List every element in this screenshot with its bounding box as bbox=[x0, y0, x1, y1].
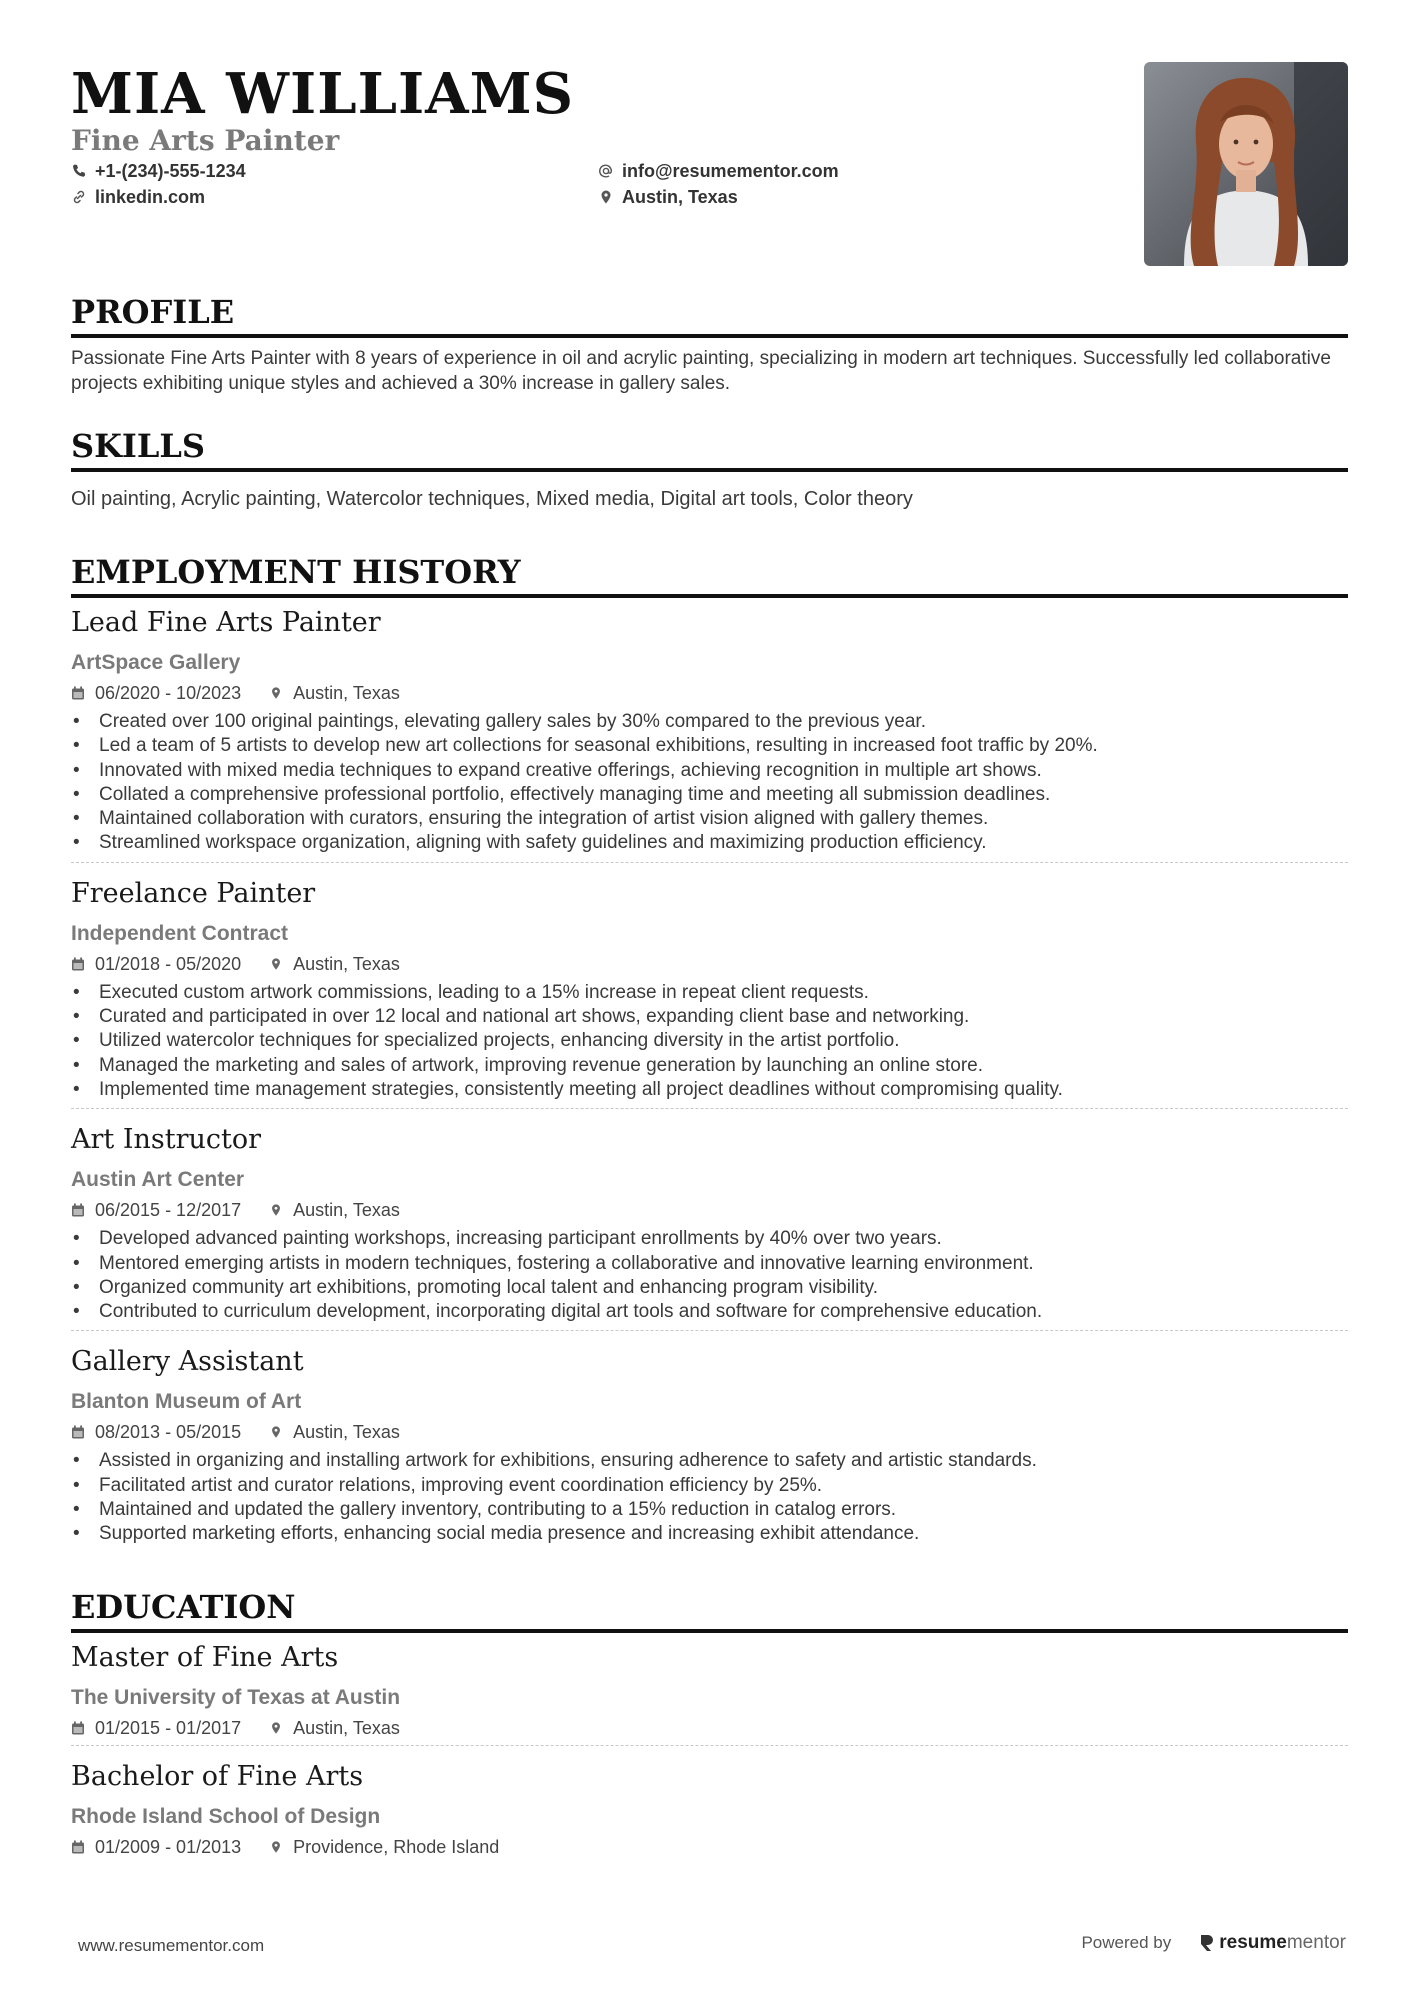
list-item: • Curated and participated in over 12 local and national art shows, expanding client base and networking. bbox=[71, 1005, 1348, 1029]
contact-email[interactable] bbox=[598, 160, 839, 182]
list-item: • Supported marketing efforts, enhancing social media presence and increasing exhibit attendance. bbox=[71, 1522, 1348, 1546]
job-title: Freelance Painter bbox=[71, 877, 316, 909]
job-bullets bbox=[71, 981, 1348, 1102]
entry-divider bbox=[71, 1108, 1348, 1109]
profile-section bbox=[71, 292, 1348, 396]
footer-website[interactable]: www.resumementor.com bbox=[78, 1936, 265, 1955]
list-item: • Collated a comprehensive professional portfolio, effectively managing time and meeting all submission deadlines. bbox=[71, 783, 1348, 807]
at-icon bbox=[598, 163, 614, 179]
education-heading: EDUCATION bbox=[71, 1587, 1348, 1633]
degree-title: Master of Fine Arts bbox=[71, 1641, 339, 1673]
list-item: • Maintained and updated the gallery inventory, contributing to a 15% reduction in catalog errors. bbox=[71, 1498, 1348, 1522]
degree-title: Bachelor of Fine Arts bbox=[71, 1760, 364, 1792]
job-meta bbox=[71, 1421, 1348, 1443]
entry-divider bbox=[71, 1330, 1348, 1331]
skills-section bbox=[71, 426, 1348, 512]
job-entry bbox=[71, 1345, 1348, 1552]
calendar-icon bbox=[71, 686, 85, 700]
map-pin-icon bbox=[269, 1840, 283, 1854]
resume-page bbox=[71, 0, 1348, 1864]
education-dates: 01/2015 - 01/2017 bbox=[95, 1717, 242, 1738]
job-entry bbox=[71, 877, 1348, 1115]
job-location: Austin, Texas bbox=[293, 1422, 400, 1443]
list-item: • Managed the marketing and sales of artwork, improving revenue generation by launching an online store. bbox=[71, 1054, 1348, 1078]
contact-location bbox=[598, 186, 738, 208]
education-dates: 01/2009 - 01/2013 bbox=[95, 1836, 242, 1857]
list-item: • Streamlined workspace organization, aligning with safety guidelines and maximizing production efficiency. bbox=[71, 831, 1348, 855]
skills-heading: SKILLS bbox=[71, 426, 1348, 472]
job-dates: 06/2015 - 12/2017 bbox=[95, 1200, 242, 1221]
job-meta bbox=[71, 682, 1348, 704]
phone-icon bbox=[71, 163, 87, 179]
brand-name-light: mentor bbox=[1286, 1932, 1346, 1953]
map-pin-icon bbox=[269, 686, 283, 700]
powered-by-label: Powered by bbox=[1081, 1933, 1172, 1952]
education-meta bbox=[71, 1717, 1348, 1739]
phone-text: +1-(234)-555-1234 bbox=[95, 161, 246, 181]
candidate-name: MIA WILLIAMS bbox=[71, 61, 575, 127]
profile-text: Passionate Fine Arts Painter with 8 years of experience in oil and acrylic painting, specializing in modern art techniques. Successfully led collaborative projects exhibiting unique styles and achieved a 30% increase in gallery sales. bbox=[71, 348, 1331, 394]
brand-logo[interactable] bbox=[1199, 1932, 1346, 1954]
list-item: • Contributed to curriculum development, incorporating digital art tools and software for comprehensive education. bbox=[71, 1300, 1348, 1324]
calendar-icon bbox=[71, 957, 85, 971]
school-name: Rhode Island School of Design bbox=[71, 1804, 381, 1828]
education-location: Austin, Texas bbox=[293, 1717, 400, 1738]
job-entry bbox=[71, 1123, 1348, 1337]
education-section bbox=[71, 1587, 1348, 1864]
job-employer: Independent Contract bbox=[71, 921, 289, 945]
profile-photo bbox=[1144, 62, 1348, 266]
footer-branding bbox=[1081, 1932, 1346, 1954]
job-location: Austin, Texas bbox=[293, 683, 400, 703]
resume-header bbox=[71, 0, 1348, 270]
employment-heading: EMPLOYMENT HISTORY bbox=[71, 552, 1348, 598]
email-text[interactable]: info@resumementor.com bbox=[622, 161, 839, 181]
entry-divider bbox=[71, 1745, 1348, 1746]
education-meta bbox=[71, 1836, 1348, 1858]
calendar-icon bbox=[71, 1840, 85, 1854]
contact-phone bbox=[71, 160, 246, 182]
job-dates: 08/2013 - 05/2015 bbox=[95, 1422, 242, 1443]
employment-section bbox=[71, 552, 1348, 1553]
list-item: • Organized community art exhibitions, promoting local talent and enhancing program visibility. bbox=[71, 1276, 1348, 1300]
job-employer: ArtSpace Gallery bbox=[71, 651, 241, 674]
job-bullets bbox=[71, 1449, 1348, 1546]
map-pin-icon bbox=[269, 1203, 283, 1217]
list-item: • Facilitated artist and curator relations, improving event coordination efficiency by 25%. bbox=[71, 1474, 1348, 1498]
list-item: • Executed custom artwork commissions, leading to a 15% increase in repeat client requests. bbox=[71, 981, 1348, 1005]
job-dates: 01/2018 - 05/2020 bbox=[95, 953, 242, 974]
candidate-role: Fine Arts Painter bbox=[71, 124, 340, 157]
school-name: The University of Texas at Austin bbox=[71, 1685, 401, 1709]
job-entry bbox=[71, 606, 1348, 869]
location-text: Austin, Texas bbox=[622, 187, 738, 207]
page-footer bbox=[78, 1930, 1346, 1960]
job-title: Art Instructor bbox=[71, 1124, 262, 1156]
map-pin-icon bbox=[269, 1721, 283, 1735]
job-location: Austin, Texas bbox=[293, 1200, 400, 1221]
list-item: • Led a team of 5 artists to develop new art collections for seasonal exhibitions, resulting in increased foot traffic by 20%. bbox=[71, 734, 1348, 758]
map-pin-icon bbox=[598, 189, 614, 205]
linkedin-text[interactable]: linkedin.com bbox=[95, 187, 206, 207]
profile-heading: PROFILE bbox=[71, 292, 1348, 338]
education-location: Providence, Rhode Island bbox=[293, 1836, 500, 1857]
skills-text: Oil painting, Acrylic painting, Watercolor techniques, Mixed media, Digital art tools, Color theory bbox=[71, 488, 913, 510]
job-employer: Blanton Museum of Art bbox=[71, 1390, 302, 1414]
job-meta bbox=[71, 953, 1348, 975]
entry-divider bbox=[71, 862, 1348, 863]
job-dates: 06/2020 - 10/2023 bbox=[95, 683, 242, 703]
list-item: • Implemented time management strategies, consistently meeting all project deadlines without compromising quality. bbox=[71, 1078, 1348, 1102]
calendar-icon bbox=[71, 1721, 85, 1735]
list-item: • Assisted in organizing and installing artwork for exhibitions, ensuring adherence to safety and artistic standards. bbox=[71, 1449, 1348, 1473]
link-icon bbox=[71, 189, 87, 205]
job-employer: Austin Art Center bbox=[71, 1168, 245, 1192]
job-location: Austin, Texas bbox=[293, 953, 400, 974]
portrait-image bbox=[1144, 62, 1348, 266]
calendar-icon bbox=[71, 1425, 85, 1439]
job-meta bbox=[71, 1199, 1348, 1221]
job-bullets bbox=[71, 710, 1348, 856]
contact-linkedin[interactable] bbox=[71, 186, 205, 208]
job-title: Lead Fine Arts Painter bbox=[71, 607, 381, 638]
list-item: • Utilized watercolor techniques for specialized projects, enhancing diversity in the artist portfolio. bbox=[71, 1029, 1348, 1053]
job-title: Gallery Assistant bbox=[71, 1346, 304, 1378]
list-item: • Innovated with mixed media techniques to expand creative offerings, achieving recognition in multiple art shows. bbox=[71, 759, 1348, 783]
map-pin-icon bbox=[269, 957, 283, 971]
list-item: • Maintained collaboration with curators, ensuring the integration of artist vision aligned with gallery themes. bbox=[71, 807, 1348, 831]
job-bullets bbox=[71, 1227, 1348, 1324]
education-entry bbox=[71, 1641, 1348, 1752]
education-entry bbox=[71, 1760, 1348, 1864]
brand-mark-icon bbox=[1199, 1933, 1215, 1953]
list-item: • Created over 100 original paintings, elevating gallery sales by 30% compared to the previous year. bbox=[71, 710, 1348, 734]
list-item: • Mentored emerging artists in modern techniques, fostering a collaborative and innovative learning environment. bbox=[71, 1252, 1348, 1276]
brand-name-bold: resume bbox=[1219, 1932, 1287, 1953]
calendar-icon bbox=[71, 1203, 85, 1217]
map-pin-icon bbox=[269, 1425, 283, 1439]
list-item: • Developed advanced painting workshops, increasing participant enrollments by 40% over two years. bbox=[71, 1227, 1348, 1251]
